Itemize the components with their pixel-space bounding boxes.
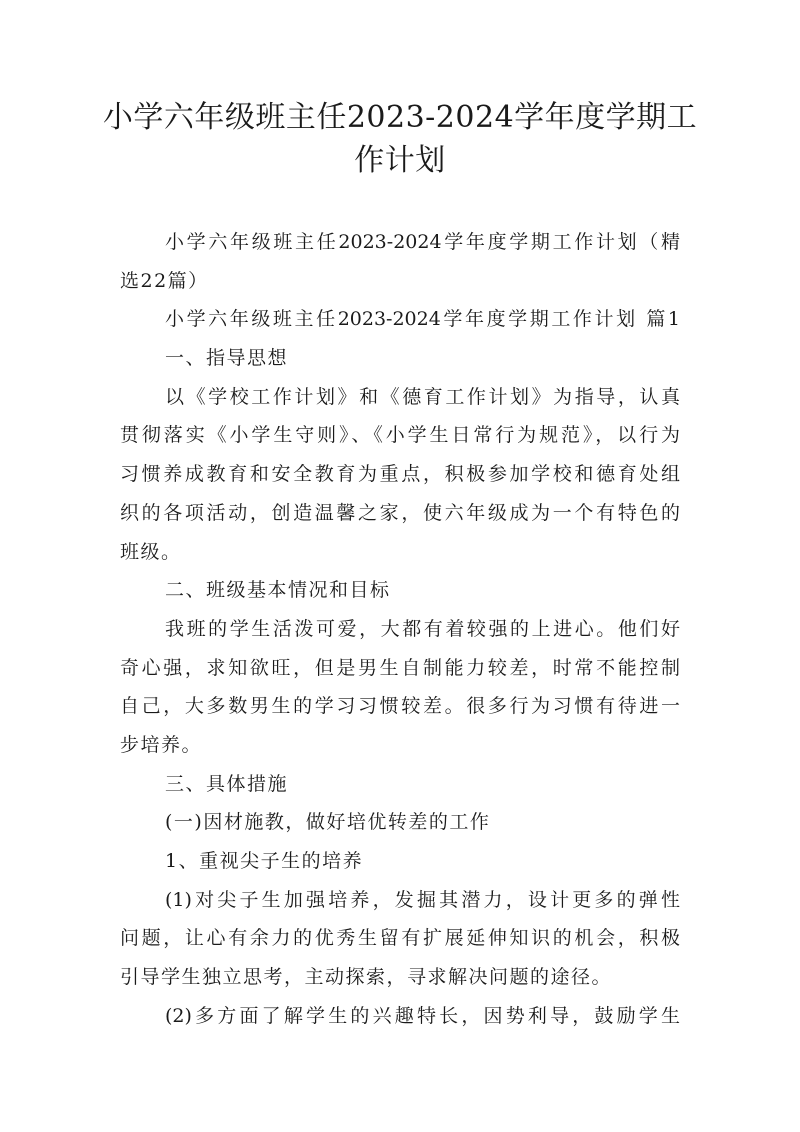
subtitle-line: 小学六年级班主任2023-2024学年度学期工作计划（精 <box>165 231 680 253</box>
paragraph-line: 以《学校工作计划》和《德育工作计划》为指导，认真 <box>165 385 680 408</box>
section-heading: 小学六年级班主任2023-2024学年度学期工作计划 篇1 <box>165 308 680 331</box>
paragraph-line: 步培养。 <box>120 733 203 756</box>
paragraph-line: 习惯养成教育和安全教育为重点，积极参加学校和德育处组 <box>120 463 680 486</box>
title-line-1: 小学六年级班主任2023-2024学年度学期工 <box>102 100 698 135</box>
paragraph-line: (1)对尖子生加强培养，发掘其潜力，设计更多的弹性 <box>165 888 680 911</box>
paragraph-line: 自己，大多数男生的学习习惯较差。很多行为习惯有待进一 <box>120 695 680 718</box>
heading-guiding-ideology: 一、指导思想 <box>165 347 289 370</box>
heading-class-situation: 二、班级基本情况和目标 <box>165 579 391 602</box>
paragraph-line: 我班的学生活泼可爱，大都有着较强的上进心。他们好 <box>165 617 680 640</box>
paragraph-line: 引导学生独立思考，主动探索，寻求解决问题的途径。 <box>120 966 613 989</box>
paragraph-line: 奇心强，求知欲旺，但是男生自制能力较差，时常不能控制 <box>120 656 680 679</box>
subheading-line: 1、重视尖子生的培养 <box>165 850 364 872</box>
paragraph-line: 贯彻落实《小学生守则》、《小学生日常行为规范》，以行为 <box>120 424 680 447</box>
document-title <box>100 96 700 182</box>
paragraph-line: 问题，让心有余力的优秀生留有扩展延伸知识的机会，积极 <box>120 927 680 950</box>
subtitle-line: 选22篇） <box>120 269 209 292</box>
title-line-2: 作计划 <box>354 143 446 178</box>
paragraph-line: 班级。 <box>120 540 182 563</box>
paragraph-line: 织的各项活动，创造温馨之家，使六年级成为一个有特色的 <box>120 501 680 524</box>
subheading-line: (一)因材施教，做好培优转差的工作 <box>165 811 491 834</box>
paragraph-line: (2)多方面了解学生的兴趣特长，因势利导，鼓励学生 <box>165 1004 680 1027</box>
heading-measures: 三、具体措施 <box>165 772 289 795</box>
document-body <box>120 223 680 1035</box>
